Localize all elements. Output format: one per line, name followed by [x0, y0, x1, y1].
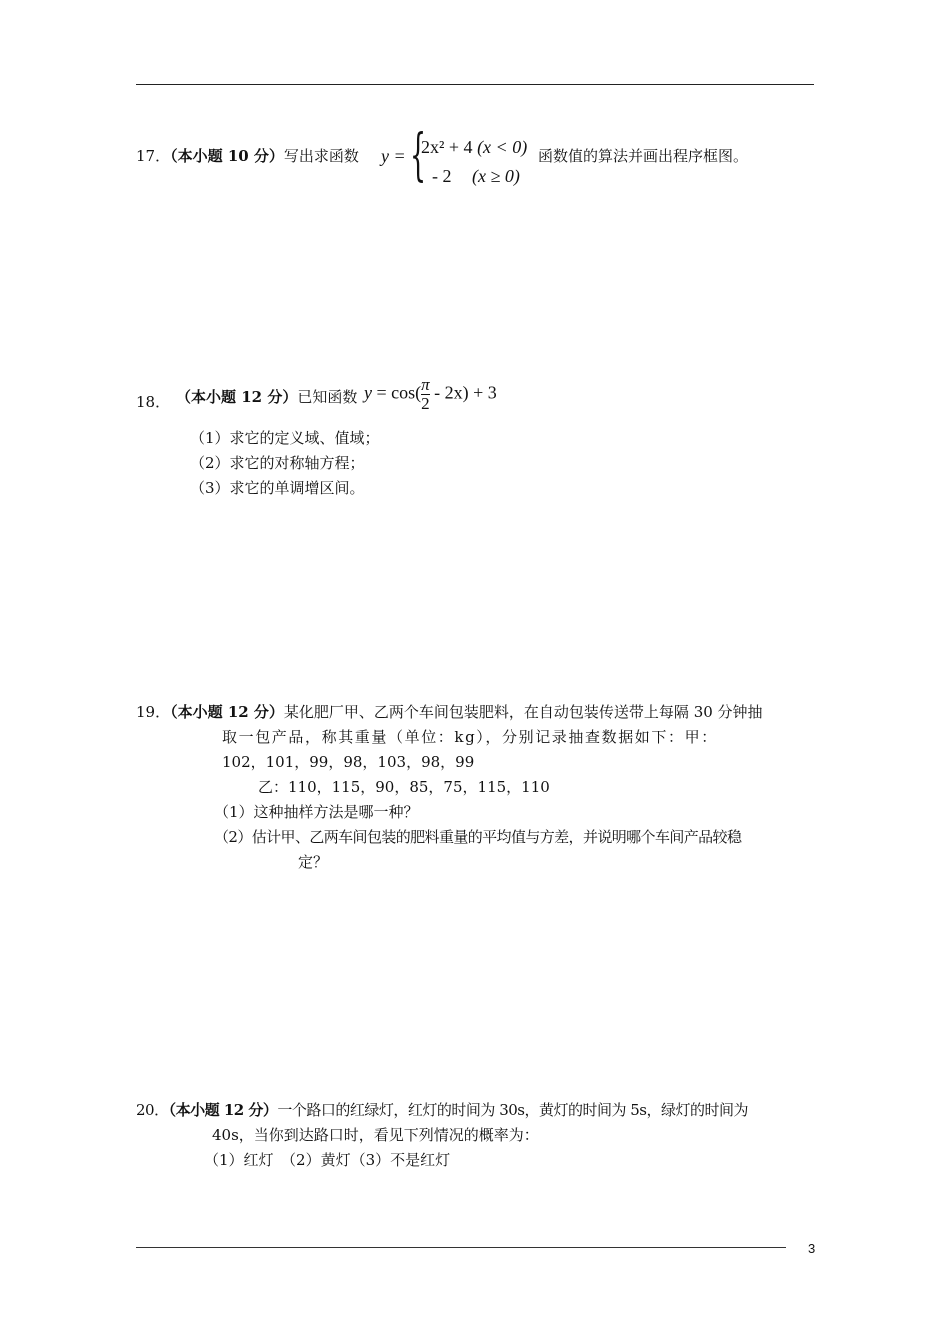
case-1-expression: 2x² + 4	[421, 137, 473, 157]
piecewise-case-1	[421, 137, 527, 158]
question-18-number: 18．	[136, 393, 171, 411]
fraction-pi-over-2	[421, 376, 430, 413]
fraction-denominator: 2	[421, 393, 430, 413]
case-2-condition: (x ≥ 0)	[472, 166, 520, 186]
question-18-sub-2: （2）求它的对称轴方程；	[190, 454, 365, 472]
fraction-numerator: π	[421, 375, 430, 394]
formula-cos: = cos(	[372, 382, 422, 403]
question-18-text-before: 已知函数	[297, 388, 358, 406]
question-19-data-jia: 102，101，99，98，103，98，99	[222, 753, 475, 771]
question-19-text: 某化肥厂甲、乙两个车间包装肥料，在自动包装传送带上每隔 30 分钟抽	[283, 703, 763, 721]
question-19-number: 19．	[136, 703, 171, 721]
question-17-text-after: 函数值的算法并画出程序框图。	[538, 147, 749, 165]
question-17-points: （本小题 10 分）	[170, 147, 284, 165]
question-20-number: 20．	[136, 1101, 169, 1119]
question-19-line-2: 取一包产品，称其重量（单位：kg），分别记录抽查数据如下：甲：	[222, 728, 718, 746]
question-19-sub-1: （1）这种抽样方法是哪一种？	[214, 803, 419, 821]
case-2-expression: - 2	[432, 166, 452, 186]
question-18-sub-1: （1）求它的定义域、值域；	[190, 429, 380, 447]
question-17-lhs: y =	[381, 146, 406, 166]
question-17-number: 17．	[136, 147, 171, 165]
piecewise-case-2	[432, 166, 520, 187]
question-19-sub-2-cont: 定？	[298, 853, 329, 871]
question-19-sub-2: （2）估计甲、乙两车间包装的肥料重量的平均值与方差，并说明哪个车间产品较稳	[214, 828, 742, 846]
question-19-points: （本小题 12 分）	[170, 703, 284, 721]
question-19-data-yi: 乙：110，115，90，85，75，115，110	[258, 778, 550, 796]
question-20-points: （本小题 12 分）	[168, 1101, 278, 1119]
question-18-intro	[176, 386, 357, 407]
question-18-points: （本小题 12 分）	[176, 388, 298, 406]
question-20-line-1	[136, 1099, 748, 1120]
question-20-line-2: 40s，当你到达路口时，看见下列情况的概率为：	[212, 1126, 539, 1144]
footer-rule	[136, 1247, 786, 1248]
question-20-sub: （1）红灯 （2）黄灯（3）不是红灯	[204, 1151, 451, 1169]
question-19-line-1	[136, 701, 763, 722]
question-18-formula	[364, 376, 497, 413]
formula-y: y	[364, 382, 372, 403]
piecewise-brace: {	[410, 123, 427, 188]
question-18-sub-3: （3）求它的单调增区间。	[190, 479, 365, 497]
question-17-text-before: 写出求函数	[283, 147, 359, 165]
case-1-condition: (x < 0)	[477, 137, 528, 157]
formula-tail: - 2x) + 3	[429, 382, 497, 403]
question-17-intro	[136, 145, 359, 166]
header-rule	[136, 84, 814, 85]
question-20-text: 一个路口的红绿灯，红灯的时间为 30s，黄灯的时间为 5s，绿灯的时间为	[277, 1101, 748, 1119]
page-number: 3	[808, 1241, 816, 1256]
